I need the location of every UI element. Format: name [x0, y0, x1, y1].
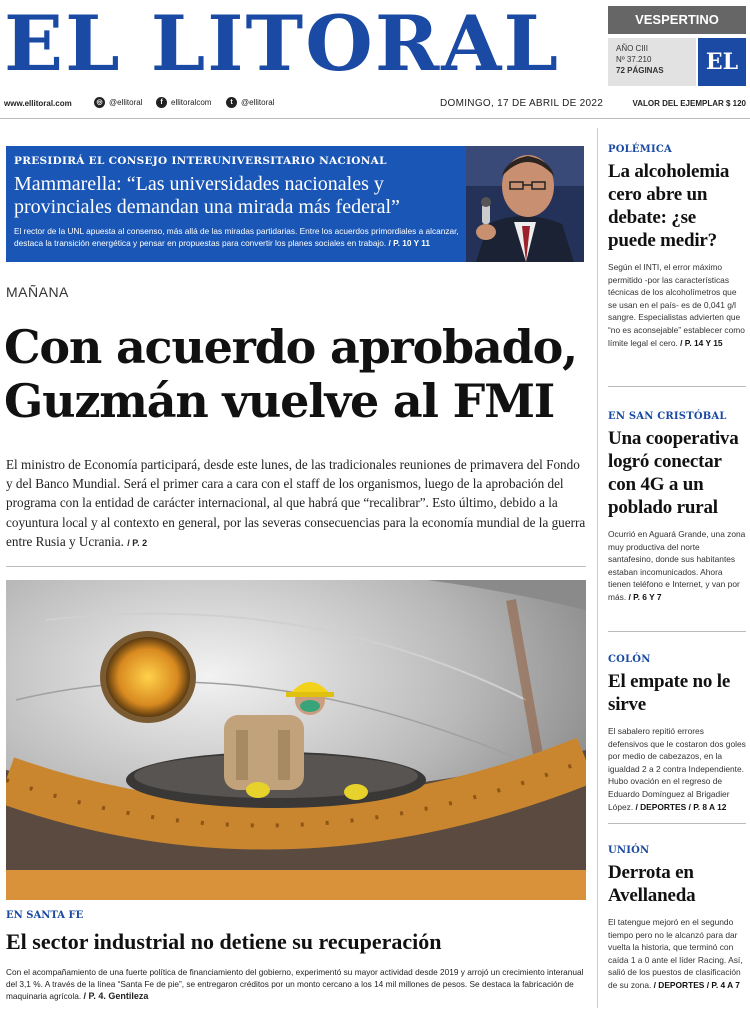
sidebar-story-cooperativa[interactable]	[608, 411, 746, 604]
edition-number: Nº 37.210	[616, 55, 652, 64]
sidebar-body: El sabalero repitió errores defensivos que le costaron dos goles por medio de cabezazos, en la igualdad 2 a 2 contra Independiente. Hubo ovación en el regreso de Eduardo Domínguez al Brigadier López. / DEPORTES / P. 8 A 12	[608, 726, 746, 812]
photo-story-headline[interactable]: El sector industrial no detiene su recuperación	[6, 929, 442, 954]
sidebar-kicker: POLÉMICA	[608, 144, 672, 155]
edition-box	[608, 6, 746, 75]
sidebar-body: Ocurrió en Aguará Grande, una zona muy productiva del norte santafesino, donde sus habitantes estaban incomunicados. Ahora tienen teléfono e Internet, y van por más. / P. 6 Y 7	[608, 529, 746, 602]
newspaper-logo[interactable]: EL LITORAL	[4, 0, 561, 88]
edition-info	[608, 38, 696, 86]
top-story-headline[interactable]: Mammarella: “Las universidades nacionales y provinciales demandan una mirada más federal”	[14, 173, 400, 218]
main-story-page-ref: / P. 2	[127, 537, 148, 548]
el-badge-logo: EL	[698, 38, 746, 86]
sidebar-divider	[608, 631, 746, 632]
sidebar-headline[interactable]: Derrota en Avellaneda	[608, 862, 696, 906]
main-story-section-tag: MAÑANA	[6, 284, 69, 300]
twitter-icon: t	[226, 97, 237, 108]
sidebar-headline[interactable]: La alcoholemia cero abre un debate: ¿se puede medir?	[608, 161, 730, 251]
sidebar-story-union[interactable]	[608, 845, 746, 992]
photo-story-page-ref: / P. 4. Gentileza	[83, 991, 149, 1001]
column-divider	[597, 128, 598, 1008]
sidebar-page-ref: / DEPORTES / P. 4 A 7	[653, 979, 740, 990]
sidebar-kicker: UNIÓN	[608, 845, 650, 856]
top-story-banner[interactable]	[6, 146, 584, 262]
sidebar-divider	[608, 823, 746, 824]
top-story-summary: El rector de la UNL apuesta al consenso, más allá de las miradas partidarias. Entre los acuerdos primordiales a alcanzar, destaca la transición energética y pensar en propuestas para convertir los planes sociales en trabajo. / P. 10 Y 11	[14, 226, 459, 248]
social-handle: @ellitoral	[241, 98, 275, 107]
sidebar-page-ref: / DEPORTES / P. 8 A 12	[635, 801, 727, 812]
info-bar	[4, 96, 746, 114]
edition-label: VESPERTINO	[608, 6, 746, 34]
edition-pages: 72 PÁGINAS	[616, 66, 664, 75]
top-story-kicker: PRESIDIRÁ EL CONSEJO INTERUNIVERSITARIO NACIONAL	[14, 155, 387, 167]
sidebar-body: El tatengue mejoró en el segundo tiempo pero no le alcanzó para dar vuelta la historia, que terminó con caída 1 a 0 ante el líder Racing. Así, salió de los puestos de clasificación de su zona. / DEPORTES / P. 4 A 7	[608, 917, 743, 990]
issue-price: VALOR DEL EJEMPLAR $ 120	[632, 99, 746, 108]
instagram-icon: ◎	[94, 97, 105, 108]
photo-divider	[6, 566, 586, 567]
top-story-page-ref: / P. 10 Y 11	[388, 237, 431, 248]
website-link[interactable]: www.ellitoral.com	[4, 99, 72, 108]
social-handle: @ellitoral	[109, 98, 143, 107]
main-story-body: El ministro de Economía participará, desde este lunes, de las tradicionales reuniones de primavera del Fondo y del Banco Mundial. Será el primer cara a cara con el staff de los organismos, luego de la aprobación del programa con la entidad de carácter internacional, al que habrá que “recalibrar”. Esto último, debido a la coyuntura local y al contexto en general, por las severas consecuencias para la economía mundial de la guerra entre Rusia y Ucrania. / P. 2	[6, 457, 586, 549]
industrial-worker-photo	[6, 580, 586, 900]
masthead	[0, 0, 750, 120]
sidebar-page-ref: / P. 6 Y 7	[628, 591, 662, 602]
edition-year: AÑO CIII	[616, 44, 649, 53]
main-story-headline[interactable]: Con acuerdo aprobado, Guzmán vuelve al FMI	[4, 320, 577, 428]
sidebar-headline[interactable]: El empate no le sirve	[608, 671, 731, 715]
sidebar-kicker: EN SAN CRISTÓBAL	[608, 411, 727, 422]
sidebar-divider	[608, 386, 746, 387]
social-facebook[interactable]	[156, 97, 211, 108]
sidebar-body: Según el INTI, el error máximo permitido -por las características técnicas de los alcoholímetros que se usan en el país- es de 0,041 g/l sangre. Especialistas advierten que “no es aconsejable” establecer como límite legal el cero. / P. 14 Y 15	[608, 262, 745, 348]
sidebar-story-alcoholemia[interactable]	[608, 144, 746, 349]
rector-portrait-image	[466, 146, 584, 262]
sidebar-kicker: COLÓN	[608, 654, 651, 665]
sidebar-headline[interactable]: Una cooperativa logró conectar con 4G a un poblado rural	[608, 428, 739, 518]
sidebar-story-colon[interactable]	[608, 654, 746, 813]
social-handle: ellitoralcom	[171, 98, 212, 107]
social-twitter[interactable]	[226, 97, 274, 108]
photo-story-kicker: EN SANTA FE	[6, 910, 84, 921]
social-instagram[interactable]	[94, 97, 142, 108]
facebook-icon: f	[156, 97, 167, 108]
masthead-divider	[0, 118, 750, 119]
sidebar-page-ref: / P. 14 Y 15	[680, 337, 723, 348]
issue-date: DOMINGO, 17 DE ABRIL DE 2022	[440, 98, 604, 109]
photo-story-body: Con el acompañamiento de una fuerte política de financiamiento del gobierno, experimentó su mayor actividad desde 2019 y arrojó un crecimiento interanual del 3,1 %. A través de la línea “Santa Fe de pie”, se entregaron créditos por un monto cercano a los 14 mil millones de pesos. Se destaca la fabricación de maquinaria agrícola. / P. 4. Gentileza	[6, 967, 584, 1001]
